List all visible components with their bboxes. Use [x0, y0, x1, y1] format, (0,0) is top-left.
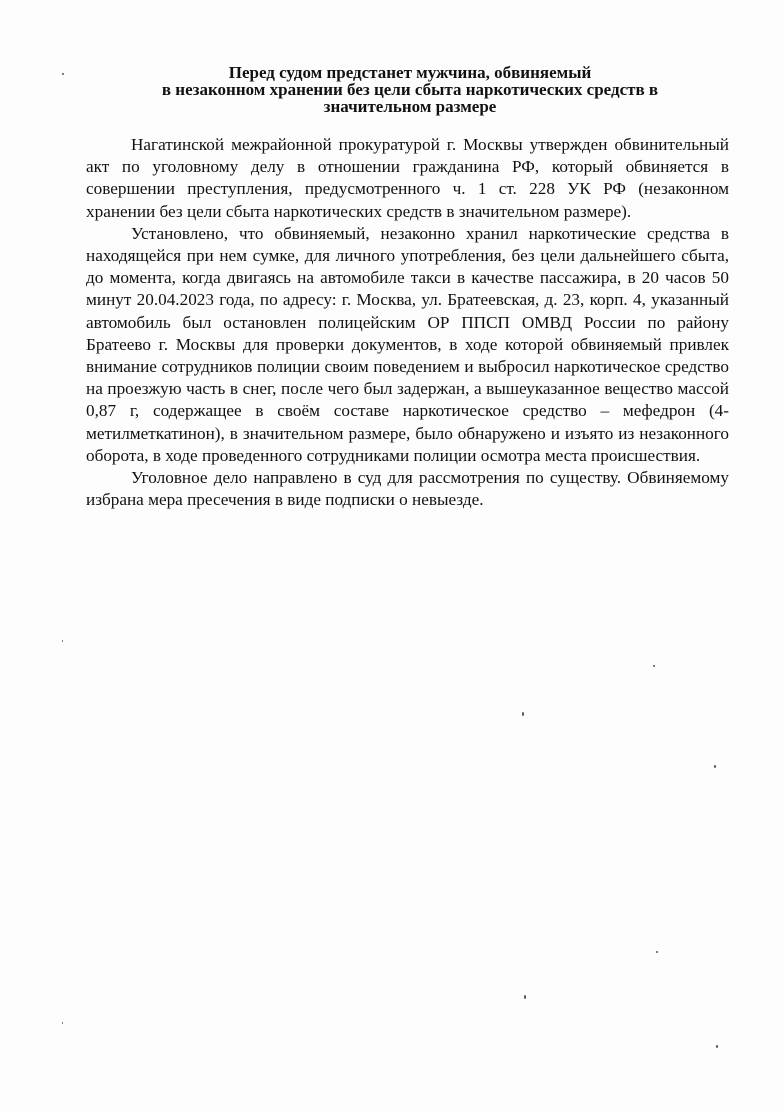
- scan-speck: [62, 1022, 63, 1024]
- scan-speck: [656, 951, 658, 953]
- paragraph: Уголовное дело направлено в суд для рассмотрения по существу. Обвиняемому избрана мера пресечения в виде подписки о невыезде.: [86, 468, 729, 510]
- scan-speck: [62, 73, 64, 75]
- document-body: [86, 134, 729, 511]
- scan-speck: [716, 1045, 718, 1048]
- document-title: [60, 64, 760, 115]
- title-line: в незаконном хранении без цели сбыта наркотических средств в: [161, 80, 659, 99]
- paragraph: Нагатинской межрайонной прокуратурой г. Москвы утвержден обвинительный акт по уголовному делу в отношении гражданина РФ, который обвиняется в совершении преступления, предусмотренного ч. 1 ст. 228 УК РФ (незаконном хранении без цели сбыта наркотических средств в значительном размере).: [86, 135, 729, 221]
- paragraph: Установлено, что обвиняемый, незаконно хранил наркотические средства в находящейся при нем сумке, для личного употребления, без цели дальнейшего сбыта, до момента, когда двигаясь на автомобиле такси в качестве пассажира, в 20 часов 50 минут 20.04.2023 года, по адресу: г. Москва, ул. Братеевская, д. 23, корп. 4, указанный автомобиль был остановлен полицейским ОР ППСП ОМВД России по району Братеево г. Москвы для проверки документов, в ходе которой обвиняемый привлек внимание сотрудников полиции своим поведением и выбросил наркотическое средство на проезжую часть в снег, после чего был задержан, а вышеуказанное вещество массой 0,87 г, содержащее в своём составе наркотическое средство – мефедрон (4-метилметкатинон), в значительном размере, было обнаружено и изъято из незаконного оборота, в ходе проведенного сотрудниками полиции осмотра места происшествия.: [86, 223, 729, 465]
- scan-speck: [524, 995, 526, 999]
- scan-speck: [62, 640, 63, 642]
- title-line: значительном размере: [323, 97, 497, 116]
- title-line: Перед судом предстанет мужчина, обвиняемый: [228, 63, 592, 82]
- scan-speck: [522, 712, 524, 716]
- scan-speck: [653, 665, 655, 667]
- scan-speck: [714, 765, 716, 768]
